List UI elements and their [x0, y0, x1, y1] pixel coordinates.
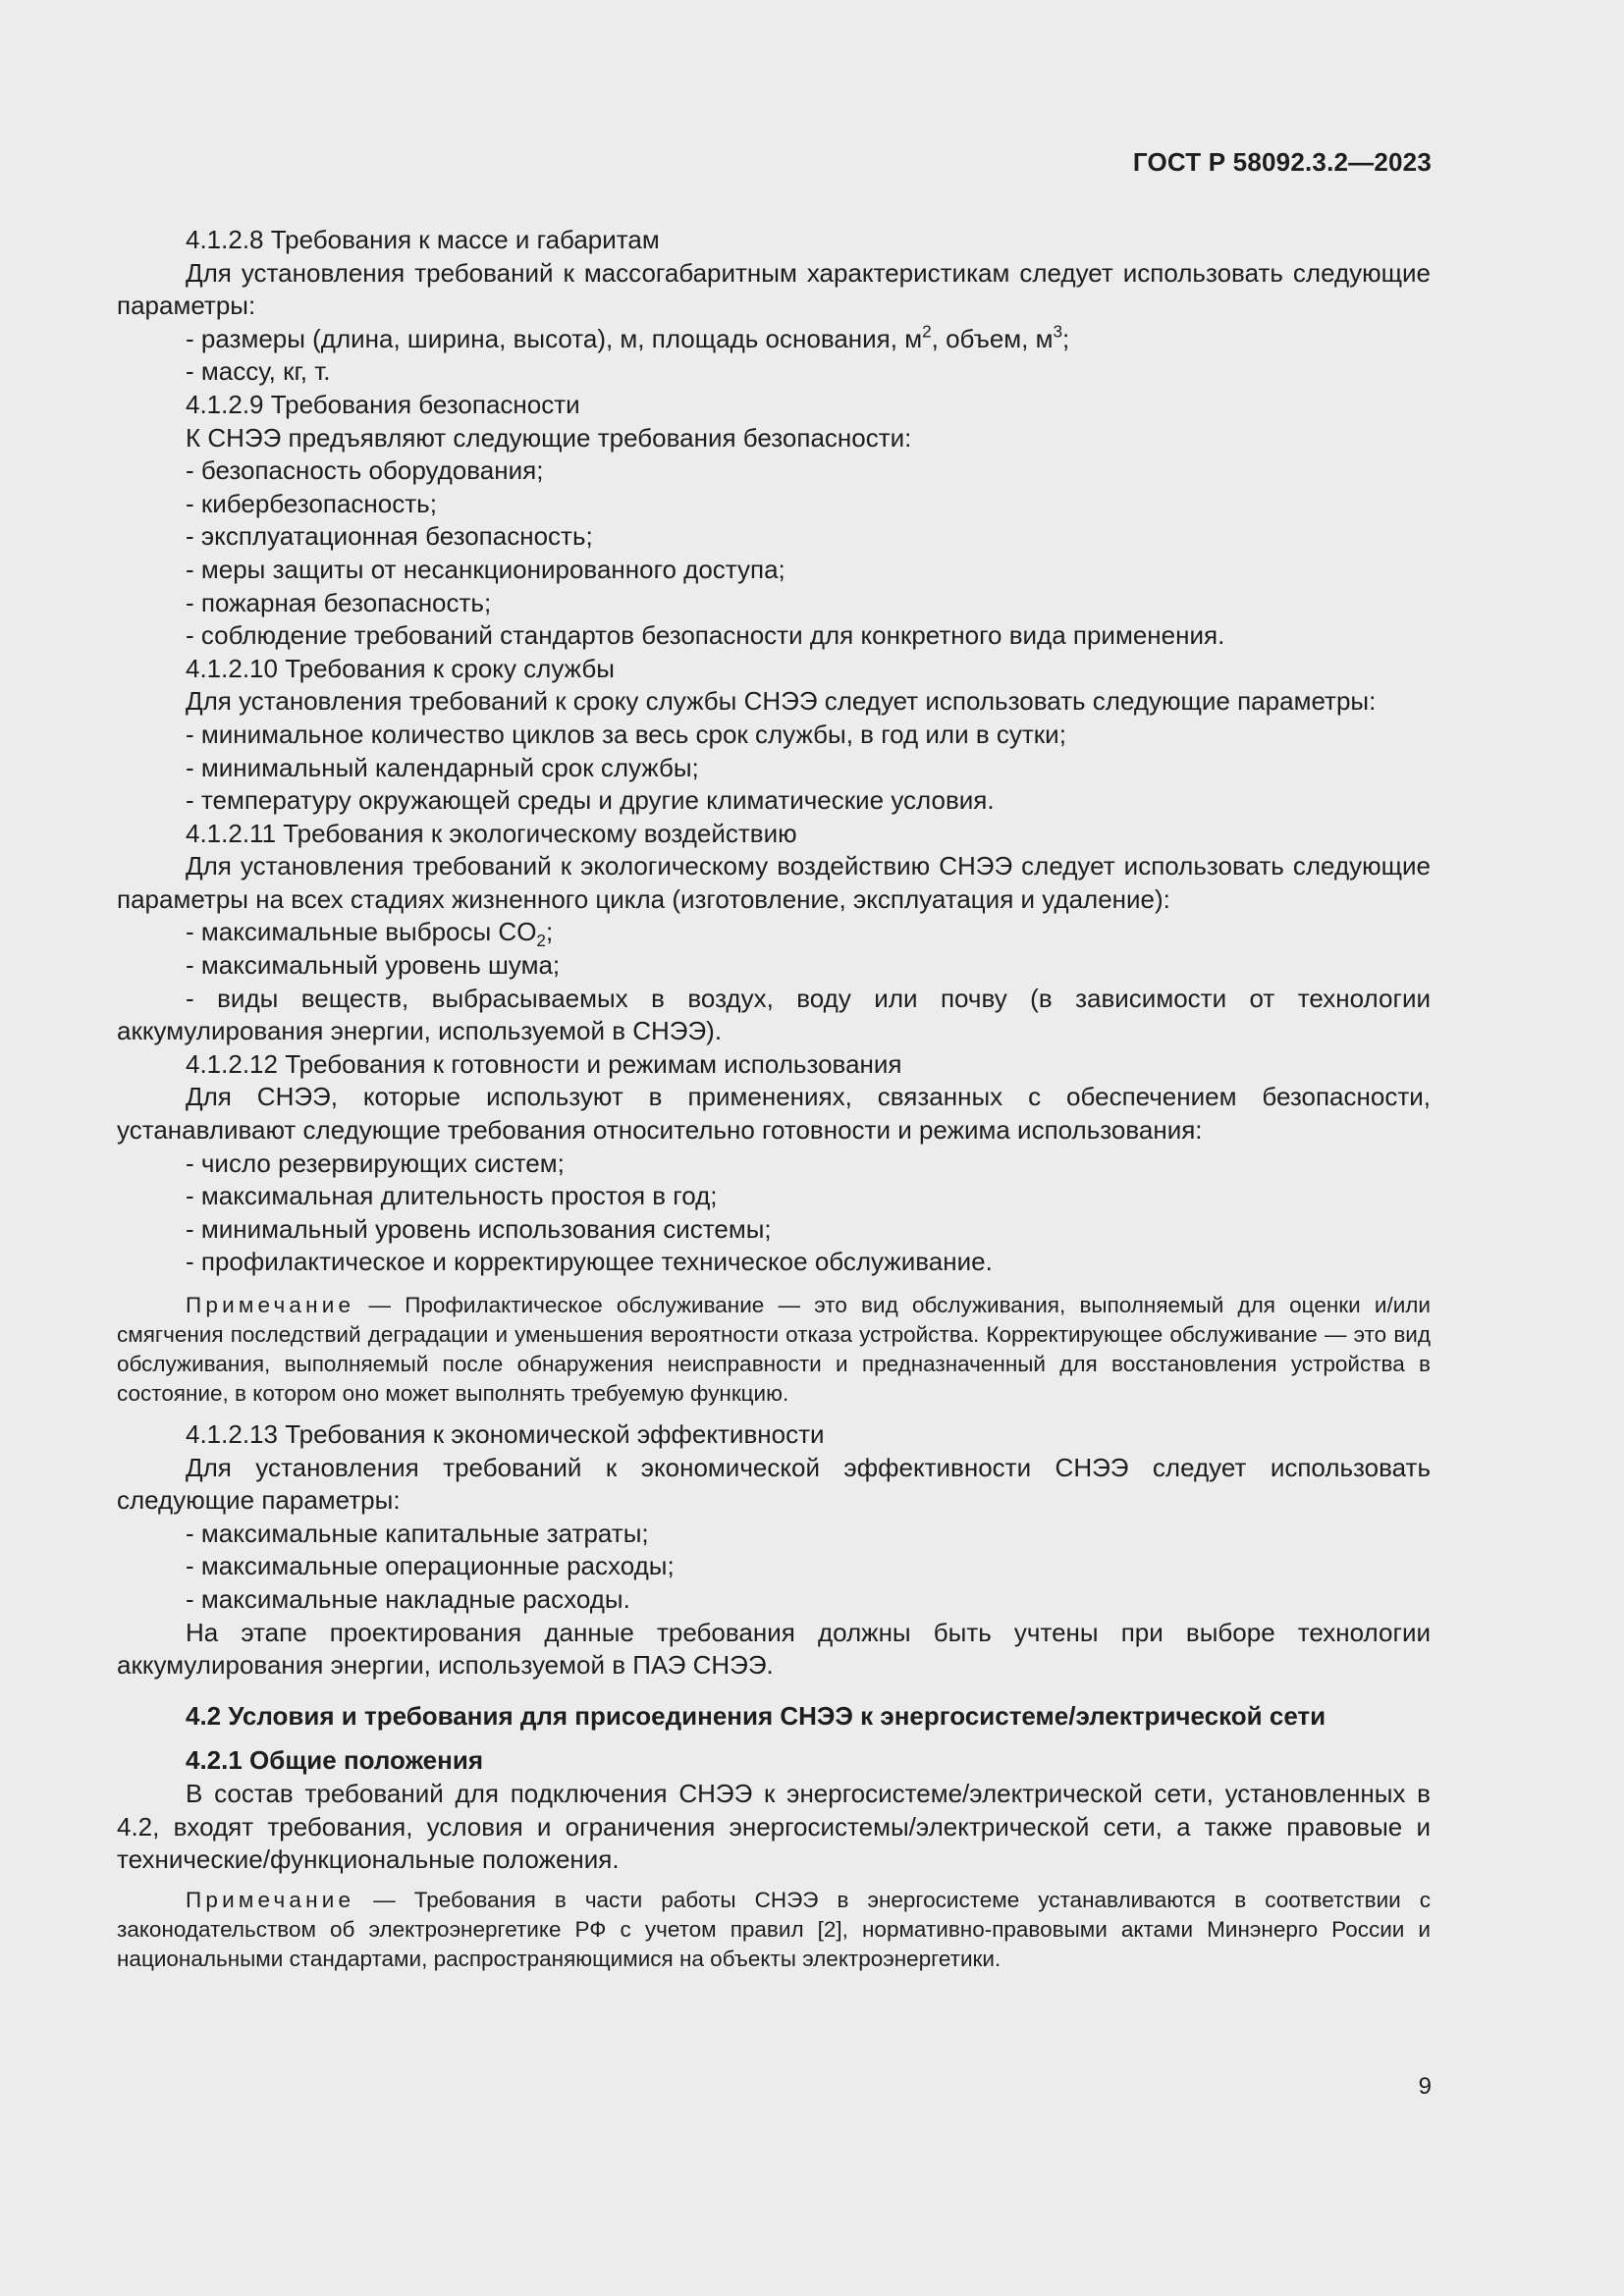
section-heading-4-1-2-13: 4.1.2.13 Требования к экономической эффективности [186, 1419, 825, 1449]
note-4-2-1 [117, 1886, 1431, 1974]
section-heading-4-1-2-11: 4.1.2.11 Требования к экологическому воздействию [186, 818, 797, 848]
list-item: - минимальный календарный срок службы; [186, 752, 699, 782]
list-item: - размеры (длина, ширина, высота), м, площадь основания, $м^2$, объем, $м^3$; [186, 321, 1070, 353]
list-item: - эксплуатационная безопасность; [186, 521, 593, 552]
section-heading-4-1-2-12: 4.1.2.12 Требования к готовности и режимам использования [186, 1048, 902, 1079]
list-item: - массу, кг, т. [186, 356, 331, 387]
list-item: - максимальные накладные расходы. [186, 1583, 630, 1614]
page-number: 9 [1418, 2073, 1432, 2100]
document-body [117, 224, 1431, 1974]
list-item: - максимальные операционные расходы; [186, 1551, 675, 1581]
list-item: - максимальная длительность простоя в год; [186, 1181, 718, 1211]
note-label: Примечание [186, 1887, 355, 1912]
list-item: - пожарная безопасность; [186, 587, 492, 617]
list-item: - минимальное количество циклов за весь срок службы, в год или в сутки; [186, 719, 1066, 749]
list-item: - виды веществ, выбрасываемых в воздух, воду или почву (в зависимости от технологии аккумулирования энергии, используемой в СНЭЭ). [117, 983, 1431, 1046]
section-heading-4-2: 4.2 Условия и требования для присоединения СНЭЭ к энергосистеме/электрической сети [186, 1700, 1326, 1731]
list-item: - безопасность оборудования; [186, 455, 544, 486]
section-intro-4-1-2-12: Для СНЭЭ, которые используют в применениях, связанных с обеспечением безопасности, устанавливают следующие требования относительно готовности и режима использования: [117, 1082, 1431, 1146]
list-item: - меры защиты от несанкционированного доступа; [186, 554, 785, 584]
list-item: - максимальные выбросы $CO_2$; [186, 917, 554, 951]
note-label: Примечание [186, 1293, 355, 1317]
note-text: — Профилактическое обслуживание — это вид обслуживания, выполняемый для оценки и/или смягчения последствий деградации и уменьшения вероятности отказа устройства. Корректирующее обслуживание — это вид обслуживания, выполняемый после обнаружения неисправности и предназначенный для восстановления устройства в состояние, в котором оно может выполнять требуемую функцию. [117, 1293, 1431, 1406]
note-4-1-2-12 [117, 1291, 1431, 1409]
section-intro-4-1-2-10: Для установления требований к сроку службы СНЭЭ следует использовать следующие параметры: [186, 686, 1377, 717]
section-text-4-2-1: В состав требований для подключения СНЭЭ к энергосистеме/электрической сети, установленных в 4.2, входят требования, условия и ограничения энергосистемы/электрической сети, а также правовые и технические/функциональные положения. [117, 1778, 1431, 1875]
section-outro-4-1-2-13: На этапе проектирования данные требования должны быть учтены при выборе технологии аккумулирования энергии, используемой в ПАЭ СНЭЭ. [117, 1617, 1431, 1681]
list-item: - минимальный уровень использования системы; [186, 1213, 772, 1244]
document-header: ГОСТ Р 58092.3.2—2023 [1132, 147, 1432, 177]
list-item: - соблюдение требований стандартов безопасности для конкретного вида применения. [186, 620, 1225, 651]
list-item: - максимальные капитальные затраты; [186, 1518, 649, 1548]
section-intro-4-1-2-8: Для установления требований к массогабаритным характеристикам следует использовать следующие параметры: [117, 257, 1431, 321]
list-item: - максимальный уровень шума; [186, 950, 561, 981]
section-heading-4-2-1: 4.2.1 Общие положения [186, 1745, 483, 1776]
list-item: - кибербезопасность; [186, 488, 437, 518]
list-item: - число резервирующих систем; [186, 1148, 565, 1178]
section-intro-4-1-2-13: Для установления требований к экономической эффективности СНЭЭ следует использовать следующие параметры: [117, 1452, 1431, 1516]
section-heading-4-1-2-9: 4.1.2.9 Требования безопасности [186, 389, 580, 419]
list-item: - профилактическое и корректирующее техническое обслуживание. [186, 1247, 993, 1277]
section-heading-4-1-2-8: 4.1.2.8 Требования к массе и габаритам [186, 225, 660, 254]
section-intro-4-1-2-11: Для установления требований к экологическому воздействию СНЭЭ следует использовать следующие параметры на всех стадиях жизненного цикла (изготовление, эксплуатация и удаление): [117, 851, 1431, 914]
section-intro-4-1-2-9: К СНЭЭ предъявляют следующие требования безопасности: [186, 422, 912, 453]
section-heading-4-1-2-10: 4.1.2.10 Требования к сроку службы [186, 653, 615, 683]
note-text: — Требования в части работы СНЭЭ в энергосистеме устанавливаются в соответствии с законодательством об электроэнергетике РФ с учетом правил [2], нормативно-правовыми актами Минэнерго России и национальными стандартами, распространяющимися на объекты электроэнергетики. [117, 1887, 1431, 1971]
list-item: - температуру окружающей среды и другие климатические условия. [186, 785, 995, 816]
